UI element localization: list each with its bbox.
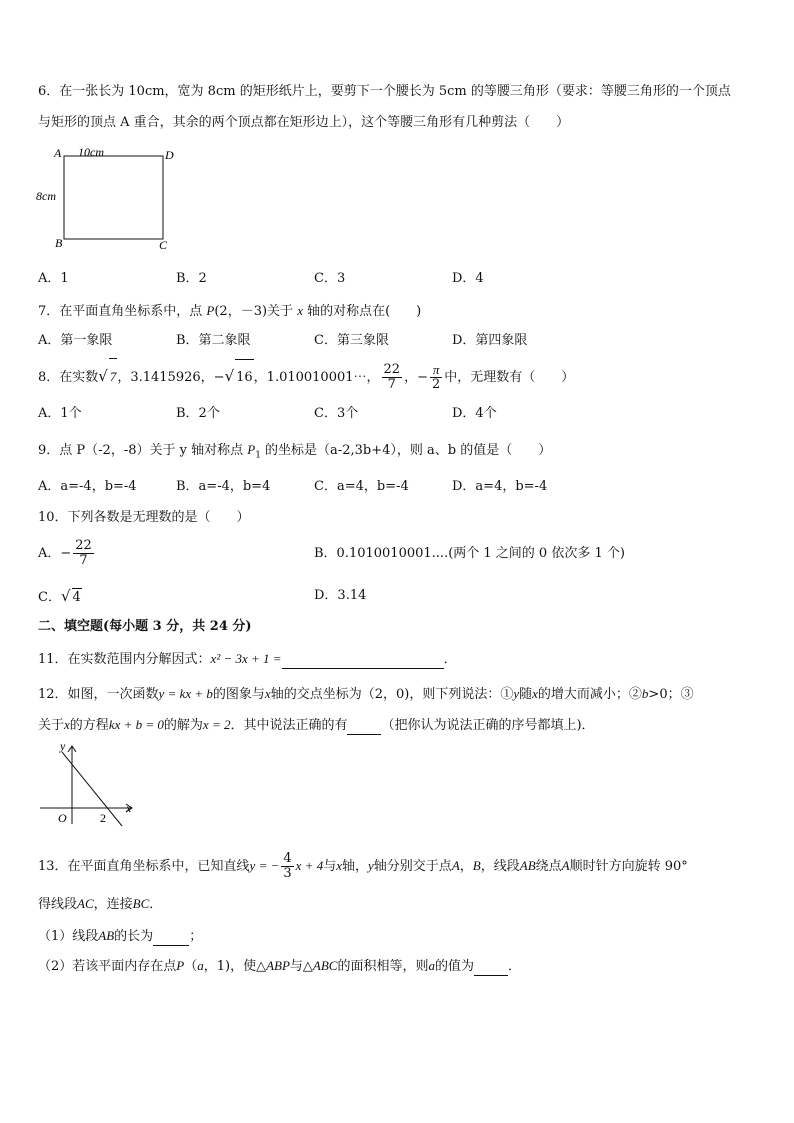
q9-option-c[interactable]: C．a=4，b=-4 [314, 479, 409, 494]
q6-stem-line2: 与矩形的顶点 A 重合，其余的两个顶点都在矩形边上），这个等腰三角形有几种剪法（ ） [38, 115, 570, 130]
intercept-label: 2 [100, 811, 106, 825]
q6-option-d[interactable]: D．4 [452, 271, 484, 286]
linear-function-graph [34, 738, 144, 830]
axis-label-y: y [60, 739, 66, 753]
q13-part2-answer-blank[interactable] [474, 961, 508, 976]
q8-option-c[interactable]: C．3个 [314, 406, 359, 421]
axis-label-x: x [126, 801, 132, 815]
q9-option-a[interactable]: A．a=-4，b=-4 [38, 479, 137, 494]
fraction-pi-2: $\frac{\pi}{2}$ [431, 362, 441, 392]
q6-option-a[interactable]: A．1 [38, 271, 69, 286]
q7-option-a[interactable]: A．第一象限 [38, 333, 113, 348]
label-B: B [55, 236, 63, 250]
q10-option-a[interactable]: A．− $\frac{22}{7}$ [38, 538, 92, 568]
q12-stem-line2: 关于x的方程kx + b = 0的解为x = 2．其中说法正确的有 （把你认为说法正确的序号都填上)． [38, 717, 595, 733]
q7-option-c[interactable]: C．第三象限 [314, 333, 389, 348]
label-D: D [165, 148, 174, 162]
q6-option-b[interactable]: B．2 [176, 271, 207, 286]
label-length: 10cm [78, 145, 104, 159]
q10-option-b[interactable]: B．0.1010010001....(两个 1 之间的 0 依次多 1 个) [314, 546, 625, 561]
q7-stem: 7．在平面直角坐标系中，点 P(2，－3)关于 x 轴的对称点在( ) [38, 303, 422, 319]
q10-option-c[interactable]: C．√ 4 [38, 587, 81, 605]
q9-stem: 9．点 P（-2，-8）关于 y 轴对称点 $P_1$ 的坐标是（a-2,3b+4），则 a、b 的值是（ ） [38, 442, 552, 461]
label-A: A [54, 146, 62, 160]
q10-option-d[interactable]: D．3.14 [314, 588, 367, 603]
q6-stem-line1: 6．在一张长为 10cm，宽为 8cm 的矩形纸片上，要剪下一个腰长为 5cm 的等腰三角形（要求：等腰三角形的一个顶点 [38, 84, 731, 99]
q8-option-a[interactable]: A．1个 [38, 406, 82, 421]
q13-stem-line1: 13．在平面直角坐标系中，已知直线y = − $\frac{4}{3}$ x + 4与x轴，y轴分别交于点A，B，线段AB绕点A顺时针方向旋转 90° [38, 851, 688, 881]
q12-answer-blank[interactable] [347, 720, 381, 735]
q6-option-c[interactable]: C．3 [314, 271, 346, 286]
q8-stem: 8．在实数√ 7，3.1415926，−√ 16，1.010010001⋯， $\frac{22}{7}$ ，− $\frac{\pi}{2}$ 中，无理数有（ ） [38, 358, 574, 396]
fraction-22-7: $\frac{22}{7}$ [383, 362, 401, 392]
q11-stem: 11．在实数范围内分解因式：x² − 3x + 1 = ． [38, 651, 457, 667]
q13-part1-answer-blank[interactable] [153, 931, 189, 946]
q13-stem-line2: 得线段AC，连接BC． [38, 896, 163, 912]
q10-stem: 10．下列各数是无理数的是（ ） [38, 510, 250, 525]
q9-option-b[interactable]: B．a=-4，b=4 [176, 479, 271, 494]
fraction-4-3: $\frac{4}{3}$ [283, 851, 292, 881]
q7-option-b[interactable]: B．第二象限 [176, 333, 251, 348]
q7-option-d[interactable]: D．第四象限 [452, 333, 528, 348]
label-C: C [159, 238, 168, 252]
q9-option-d[interactable]: D．a=4，b=-4 [452, 479, 548, 494]
origin-label: O [58, 811, 67, 825]
section-heading: 二、填空题(每小题 3 分，共 24 分) [38, 619, 252, 634]
rectangle-figure [34, 142, 184, 254]
q8-option-b[interactable]: B．2个 [176, 406, 220, 421]
q12-stem-line1: 12．如图，一次函数y = kx + b的图象与x轴的交点坐标为（2，0)，则下列说法：①y随x的增大而减小；②b>0；③ [38, 686, 694, 702]
q8-option-d[interactable]: D．4个 [452, 406, 497, 421]
label-width: 8cm [36, 189, 56, 203]
q11-answer-blank[interactable] [282, 654, 444, 669]
q13-part2: （2）若该平面内存在点P（a，1)，使△ABP与△ABC的面积相等，则a的值为 ． [38, 958, 522, 974]
q13-part1: （1）线段AB的长为 ； [38, 928, 203, 944]
